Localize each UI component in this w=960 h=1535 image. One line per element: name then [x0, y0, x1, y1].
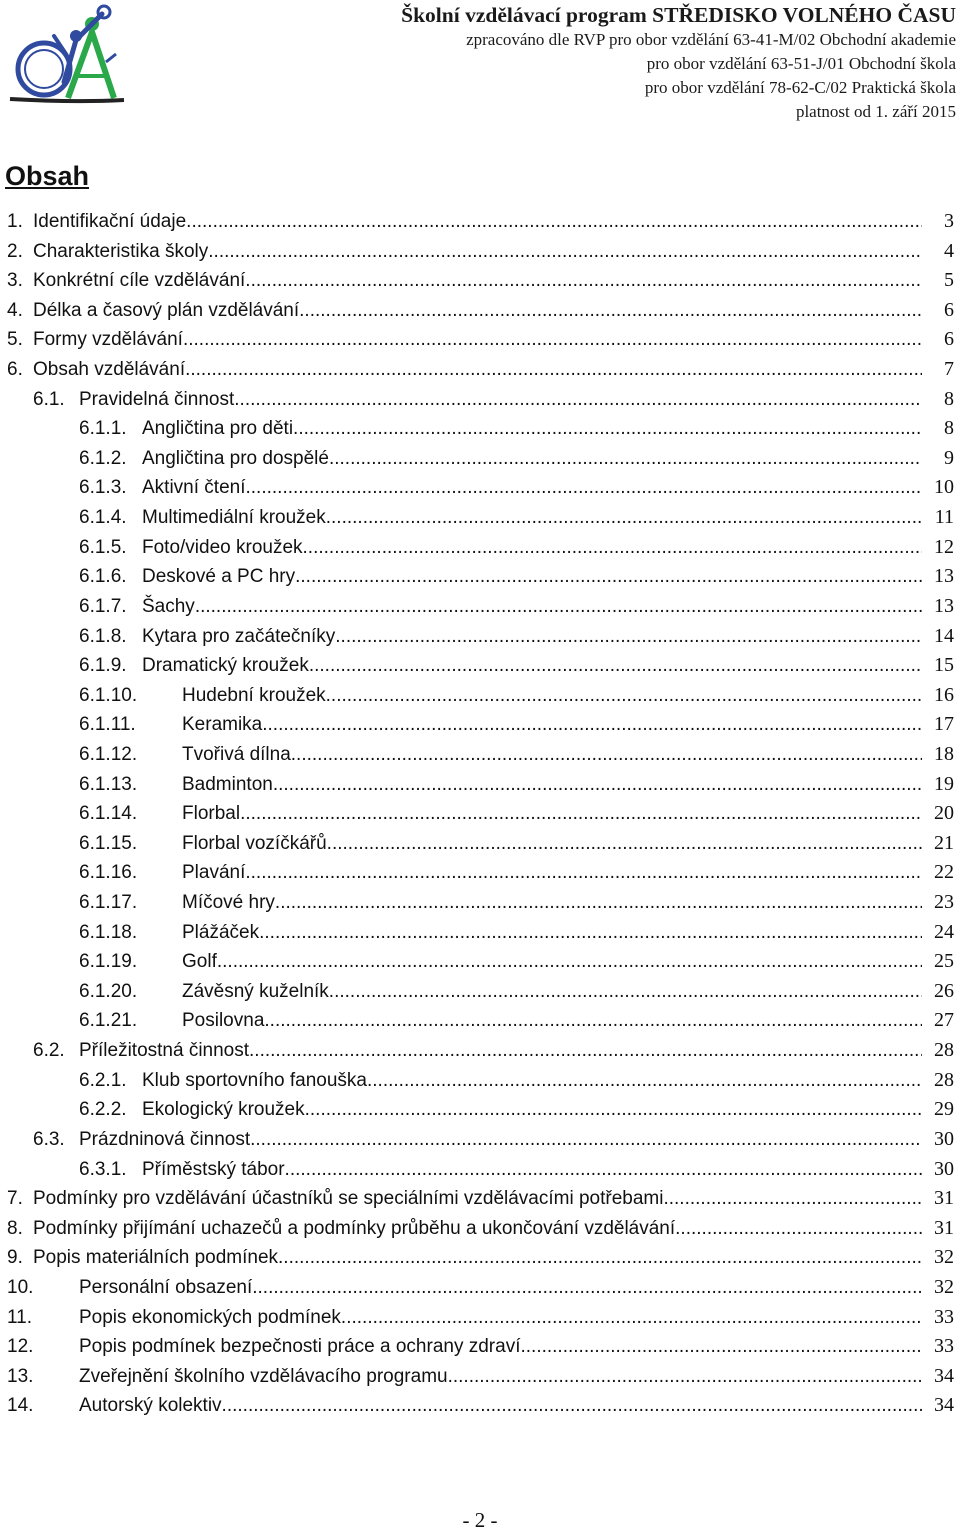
toc-entry-label: Šachy [142, 595, 195, 617]
toc-entry-text [79, 1391, 922, 1421]
dot-leader [285, 1155, 922, 1185]
toc-entry-number: 6.1.8. [79, 625, 127, 647]
toc-entry-number: 6.1.2. [79, 447, 127, 469]
dot-leader [245, 858, 922, 888]
toc-entry-text [79, 1303, 922, 1333]
toc-entry-text [182, 799, 922, 829]
toc-entry[interactable] [0, 918, 960, 948]
toc-entry-label: Délka a časový plán vzdělávání [33, 299, 300, 321]
dot-leader [246, 473, 923, 503]
toc-entry-number: 6.1. [33, 388, 65, 410]
toc-entry[interactable] [0, 355, 960, 385]
toc-entry-number: 6.1.11. [79, 714, 136, 736]
toc-entry-label: Podmínky pro vzdělávání účastníků se speciálními vzdělávacími potřebami [33, 1188, 664, 1210]
toc-entry-number: 6.1.10. [79, 684, 138, 706]
toc-entry-label: Hudební kroužek [182, 684, 326, 706]
toc-entry-label: Badminton [182, 773, 273, 795]
toc-entry-text [142, 444, 922, 474]
dot-leader [217, 947, 922, 977]
toc-entry-number: 6.1.3. [79, 477, 127, 499]
header-line: pro obor vzdělání 78-62-C/02 Praktická škola [644, 78, 956, 97]
toc-entry-page: 8 [944, 417, 954, 440]
toc-entry-page: 17 [934, 713, 954, 736]
toc-entry[interactable] [0, 858, 960, 888]
toc-entry-number: 6.2.2. [79, 1099, 127, 1121]
toc-entry-label: Posilovna [182, 1010, 265, 1032]
toc-entry-label: Příměstský tábor [142, 1158, 285, 1180]
dot-leader [448, 1362, 922, 1392]
toc-entry[interactable] [0, 977, 960, 1007]
toc-entry[interactable] [0, 1095, 960, 1125]
toc-entry-text [33, 207, 922, 237]
dot-leader [249, 1036, 922, 1066]
toc-entry-page: 3 [944, 210, 954, 232]
toc-entry-number: 9. [7, 1247, 23, 1269]
toc-entry-label: Identifikační údaje [33, 211, 187, 232]
toc-entry-number: 6.1.14. [79, 803, 138, 825]
toc-entry-page: 31 [934, 1187, 954, 1210]
toc-entry-page: 30 [934, 1127, 954, 1150]
toc-entry-page: 27 [934, 1009, 954, 1032]
toc-entry-page: 8 [944, 387, 954, 410]
dot-leader [326, 681, 922, 711]
toc-entry[interactable] [0, 947, 960, 977]
dot-leader [299, 296, 922, 326]
toc-entry-page: 10 [934, 476, 954, 499]
toc-entry-text [142, 414, 922, 444]
toc-entry-text [33, 1214, 922, 1244]
toc-entry-label: Kytara pro začátečníky [142, 625, 336, 647]
dot-leader [273, 770, 922, 800]
toc-entry-page: 16 [934, 683, 954, 706]
toc-entry-label: Tvořivá dílna [182, 743, 291, 765]
toc-entry-text [33, 296, 922, 326]
toc-entry-number: 14. [7, 1395, 34, 1417]
toc-entry[interactable] [0, 1332, 960, 1362]
toc-entry-label: Dramatický kroužek [142, 655, 309, 677]
dot-leader [520, 1332, 922, 1362]
toc-entry[interactable] [0, 444, 960, 474]
toc-entry[interactable] [0, 533, 960, 563]
toc-entry-text [79, 1362, 922, 1392]
toc-entry-number: 6.1.6. [79, 566, 127, 588]
toc-entry[interactable] [0, 651, 960, 681]
toc-entry-text [182, 710, 922, 740]
toc-entry-number: 6.2. [33, 1040, 65, 1062]
toc-entry-label: Florbal vozíčkářů [182, 832, 327, 854]
dot-leader [305, 1095, 922, 1125]
toc-entry-number: 3. [7, 270, 23, 292]
toc-entry-number: 8. [7, 1217, 23, 1239]
toc-entry-number: 6.1.4. [79, 507, 127, 529]
toc-entry-page: 21 [934, 831, 954, 854]
toc-entry-text [33, 355, 922, 385]
toc-entry-page: 6 [944, 328, 954, 351]
toc-entry-number: 6.1.21. [79, 1010, 138, 1032]
toc-entry[interactable] [0, 888, 960, 918]
toc-entry[interactable] [0, 740, 960, 770]
toc-entry-text [182, 858, 922, 888]
toc-entry[interactable] [0, 385, 960, 415]
toc-entry-page: 25 [934, 950, 954, 973]
toc-entry-text [142, 533, 922, 563]
toc-entry-number: 6.1.17. [79, 892, 138, 914]
toc-entry-text [182, 1006, 922, 1036]
toc-entry[interactable] [0, 1214, 960, 1244]
dot-leader [222, 1391, 922, 1421]
dot-leader [329, 444, 922, 474]
toc-entry[interactable] [0, 1155, 960, 1185]
dot-leader [309, 651, 922, 681]
dot-leader [183, 325, 922, 355]
toc-entry-text [79, 1273, 922, 1303]
toc-entry-page: 7 [944, 358, 954, 381]
toc-entry-label: Angličtina pro dospělé [142, 447, 329, 469]
toc-entry-text [33, 325, 922, 355]
toc-entry-number: 6.1.20. [79, 980, 138, 1002]
toc-entry-page: 13 [934, 594, 954, 617]
dot-leader [341, 1303, 922, 1333]
toc-entry-label: Multimediální kroužek [142, 507, 326, 529]
dot-leader [326, 503, 922, 533]
toc-entry-text [182, 918, 922, 948]
toc-entry-text [182, 829, 922, 859]
toc-entry-number: 6.3. [33, 1128, 65, 1150]
toc-entry-number: 6.1.13. [79, 773, 138, 795]
toc-entry-page: 14 [934, 624, 954, 647]
toc-entry-label: Prázdninová činnost [79, 1128, 251, 1150]
toc-entry-page: 32 [934, 1246, 954, 1269]
toc-entry-text [182, 947, 922, 977]
toc-entry-text [79, 1125, 922, 1155]
toc-entry-page: 23 [934, 891, 954, 914]
dot-leader [295, 562, 922, 592]
dot-leader [240, 799, 922, 829]
toc-entry-text [182, 770, 922, 800]
toc-entry[interactable] [0, 681, 960, 711]
toc-entry-number: 10. [7, 1276, 34, 1298]
toc-entry[interactable] [0, 1391, 960, 1421]
toc-entry-text [142, 1066, 922, 1096]
toc-entry-page: 12 [934, 535, 954, 558]
page-number: - 2 - [462, 1508, 498, 1532]
dot-leader [675, 1214, 922, 1244]
dot-leader [252, 1273, 922, 1303]
toc-entry-number: 6.3.1. [79, 1158, 127, 1180]
toc-entry[interactable] [0, 414, 960, 444]
toc-entry[interactable] [0, 1125, 960, 1155]
toc-entry-label: Charakteristika školy [33, 240, 209, 262]
toc-entry-page: 31 [934, 1216, 954, 1239]
toc-entry-number: 6.1.19. [79, 951, 138, 973]
school-logo-icon [6, 2, 128, 108]
toc-entry-page: 15 [934, 654, 954, 677]
toc-entry[interactable] [0, 1066, 960, 1096]
dot-leader [186, 207, 922, 237]
dot-leader [329, 977, 922, 1007]
dot-leader [185, 355, 922, 385]
toc-entry[interactable] [0, 622, 960, 652]
toc-entry[interactable] [0, 237, 960, 267]
toc-entry-number: 6.1.7. [79, 595, 127, 617]
toc-entry-page: 28 [934, 1068, 954, 1091]
toc-entry-page: 34 [934, 1394, 954, 1417]
toc-entry[interactable] [0, 1273, 960, 1303]
toc-entry-label: Golf [182, 951, 217, 973]
toc-entry[interactable] [0, 562, 960, 592]
toc-entry-text [182, 681, 922, 711]
toc-entry[interactable] [0, 1362, 960, 1392]
toc-entry-number: 12. [7, 1336, 34, 1358]
toc-entry-text [142, 651, 922, 681]
toc-entry-text [182, 888, 922, 918]
toc-entry-label: Formy vzdělávání [33, 329, 183, 351]
toc-entry-text [79, 385, 922, 415]
toc-entry-text [142, 622, 922, 652]
toc-entry[interactable] [0, 1243, 960, 1273]
toc-entry-label: Angličtina pro děti [142, 418, 294, 440]
toc-entry-text [33, 237, 922, 267]
toc-entry-page: 6 [944, 298, 954, 321]
toc-entry-number: 11. [7, 1306, 33, 1328]
toc-entry[interactable] [0, 473, 960, 503]
toc-entry-text [142, 592, 922, 622]
toc-entry-label: Personální obsazení [79, 1276, 253, 1298]
toc-entry-text [79, 1036, 922, 1066]
toc-entry-label: Aktivní čtení [142, 477, 246, 499]
toc-entry-number: 6.1.9. [79, 655, 127, 677]
toc-entry-page: 5 [944, 269, 954, 292]
toc-entry-page: 20 [934, 802, 954, 825]
toc-entry-page: 4 [944, 239, 954, 262]
dot-leader [367, 1066, 922, 1096]
toc-entry[interactable] [0, 1036, 960, 1066]
dot-leader [303, 533, 922, 563]
dot-leader [195, 592, 922, 622]
toc-entry[interactable] [0, 1006, 960, 1036]
validity-line: platnost od 1. září 2015 [795, 102, 956, 121]
toc-entry[interactable] [0, 799, 960, 829]
toc-entry-text [79, 1332, 922, 1362]
toc-entry-label: Deskové a PC hry [142, 566, 296, 588]
toc-entry-text [142, 473, 922, 503]
toc-entry-page: 22 [934, 861, 954, 884]
toc-entry-page: 33 [934, 1305, 954, 1328]
toc-entry-label: Foto/video kroužek [142, 536, 303, 558]
toc-entry-number: 6. [7, 359, 23, 381]
toc-entry-text [142, 1095, 922, 1125]
dot-leader [259, 918, 922, 948]
toc-entry-label: Závěsný kuželník [182, 980, 329, 1002]
toc-entry-page: 13 [934, 565, 954, 588]
toc-entry-number: 1. [7, 211, 23, 232]
toc-entry-number: 6.1.1. [79, 418, 127, 440]
toc-entry-number: 6.2.1. [79, 1069, 127, 1091]
toc-entry-text [33, 266, 922, 296]
toc-entry-text [142, 1155, 922, 1185]
toc-entry-label: Ekologický kroužek [142, 1099, 305, 1121]
toc-entry-page: 30 [934, 1157, 954, 1180]
dot-leader [278, 1243, 922, 1273]
toc-entry[interactable] [0, 325, 960, 355]
toc-entry-label: Popis materiálních podmínek [33, 1247, 279, 1269]
toc-entry-number: 5. [7, 329, 23, 351]
toc-entry[interactable] [0, 1303, 960, 1333]
toc-entry-number: 4. [7, 299, 23, 321]
dot-leader [245, 266, 922, 296]
toc-entry-page: 32 [934, 1275, 954, 1298]
toc-entry-page: 34 [934, 1364, 954, 1387]
toc-entry-text [182, 740, 922, 770]
toc-entry-label: Plážáček [182, 921, 260, 943]
program-title: Školní vzdělávací program STŘEDISKO VOLNÉHO ČASU [401, 3, 956, 27]
dot-leader [262, 710, 922, 740]
dot-leader [335, 622, 922, 652]
toc-entry-label: Popis ekonomických podmínek [79, 1306, 341, 1328]
toc-entry[interactable] [0, 207, 960, 237]
toc-entry-label: Zveřejnění školního vzdělávacího programu [79, 1365, 448, 1387]
toc-entry-number: 7. [7, 1188, 23, 1210]
toc-entry[interactable] [0, 1184, 960, 1214]
toc-entry-label: Příležitostná činnost [79, 1040, 250, 1062]
toc-entry-text [182, 977, 922, 1007]
toc-entry-number: 6.1.16. [79, 862, 138, 884]
document-header [401, 2, 956, 124]
toc-entry-page: 11 [934, 506, 954, 529]
toc-entry-number: 6.1.5. [79, 536, 127, 558]
toc-entry-page: 19 [934, 772, 954, 795]
toc-entry-number: 6.1.15. [79, 832, 138, 854]
toc-title: Obsah [5, 161, 90, 191]
dot-leader [250, 1125, 922, 1155]
toc-entry-label: Plavání [182, 862, 246, 884]
dot-leader [275, 888, 922, 918]
dot-leader [327, 829, 922, 859]
toc-entry-page: 18 [934, 742, 954, 765]
toc-entry-page: 29 [934, 1098, 954, 1121]
toc-entry-page: 24 [934, 920, 954, 943]
toc-entry-number: 13. [7, 1365, 34, 1387]
toc-entry-label: Florbal [182, 803, 241, 825]
toc-entry-number: 2. [7, 240, 23, 262]
toc-entry-number: 6.1.18. [79, 921, 138, 943]
toc-entry[interactable] [0, 503, 960, 533]
toc-entry-page: 33 [934, 1335, 954, 1358]
toc-entry-page: 9 [944, 446, 954, 469]
toc-entry-label: Autorský kolektiv [79, 1395, 222, 1417]
toc-entry-label: Klub sportovního fanouška [142, 1069, 367, 1091]
toc-entry[interactable] [0, 710, 960, 740]
toc-entry-text [142, 503, 922, 533]
header-line: zpracováno dle RVP pro obor vzdělání 63-41-M/02 Obchodní akademie [466, 30, 956, 49]
toc-entry[interactable] [0, 266, 960, 296]
dot-leader [264, 1006, 922, 1036]
toc-entry-label: Podmínky přijímání uchazečů a podmínky průběhu a ukončování vzdělávání [33, 1217, 676, 1239]
toc-entry[interactable] [0, 829, 960, 859]
toc-entry-page: 28 [934, 1039, 954, 1062]
toc-entry-text [33, 1243, 922, 1273]
toc-entry-label: Obsah vzdělávání [33, 359, 186, 381]
toc-entry-number: 6.1.12. [79, 743, 138, 765]
toc-entry[interactable] [0, 296, 960, 326]
toc-entry-text [33, 1184, 922, 1214]
dot-leader [208, 237, 922, 267]
dot-leader [663, 1184, 922, 1214]
dot-leader [291, 740, 922, 770]
header-line: pro obor vzdělání 63-51-J/01 Obchodní škola [646, 54, 956, 73]
dot-leader [293, 414, 922, 444]
toc-entry[interactable] [0, 770, 960, 800]
toc-entry-text [142, 562, 922, 592]
table-of-contents [0, 207, 960, 1421]
toc-entry[interactable] [0, 592, 960, 622]
toc-entry-label: Míčové hry [182, 892, 275, 914]
dot-leader [234, 385, 922, 415]
toc-entry-label: Keramika [182, 714, 263, 736]
toc-entry-label: Konkrétní cíle vzdělávání [33, 270, 246, 292]
toc-entry-label: Pravidelná činnost [79, 388, 235, 410]
toc-entry-label: Popis podmínek bezpečnosti práce a ochrany zdraví [79, 1336, 521, 1358]
toc-entry-page: 26 [934, 979, 954, 1002]
